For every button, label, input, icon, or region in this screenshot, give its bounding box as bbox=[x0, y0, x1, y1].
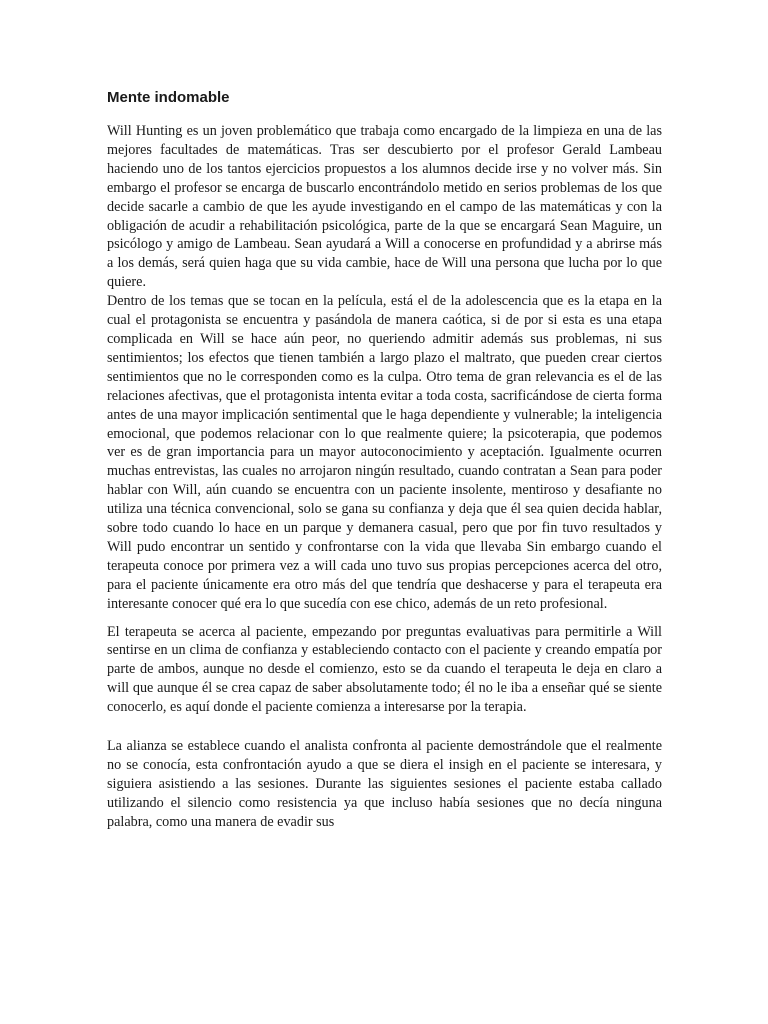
paragraph-3: El terapeuta se acerca al paciente, empezando por preguntas evaluativas para permitirle a Will sentirse en un clima de confianza y estableciendo contacto con el paciente y creando empatía por parte de ambos, aunque no desde el comienzo, esto se da cuando el terapeuta le deja en claro a will que aunque él se crea capaz de saber absolutamente todo; él no le iba a enseñar qué se siente conocerlo, es aquí donde el paciente comienza a interesarse por la terapia. bbox=[107, 623, 662, 716]
paragraph-spacer bbox=[107, 614, 662, 623]
document-title: Mente indomable bbox=[107, 89, 230, 106]
paragraph-1: Will Hunting es un joven problemático que trabaja como encargado de la limpieza en una de las mejores facultades de matemáticas. Tras ser descubierto por el profesor Gerald Lambeau haciendo uno de los tantos ejercicios propuestos a los alumnos decide irse y no volver más. Sin embargo el profesor se encarga de buscarlo encontrándolo metido en serios problemas de los que decide sacarle a cambio de que les ayude investigando en el campo de las matemáticas y con la obligación de acudir a rehabilitación psicológica, parte de la que se encargará Sean Maguire, un psicólogo y amigo de Lambeau. Sean ayudará a Will a conocerse en profundidad y a abrirse más a los demás, será quien haga que su vida cambie, hace de Will una persona que lucha por lo que quiere. bbox=[107, 123, 662, 291]
paragraph-2: Dentro de los temas que se tocan en la película, está el de la adolescencia que es la etapa en la cual el protagonista se encuentra y pasándola de manera caótica, si de por si esta es una etapa complicada en Will se hace aún peor, no queriendo admitir además sus problemas, ni sus sentimientos; los efectos que tienen también a largo plazo el maltrato, que pueden crear ciertos sentimientos que no le corresponden como es la culpa. Otro tema de gran relevancia es el de las relaciones afectivas, que el protagonista intenta evitar a toda costa, sacrificándose de cierta forma antes de una mayor implicación sentimental que le haga dependiente y vulnerable; la inteligencia emocional, que podemos relacionar con lo que realmente quiere; la psicoterapia, que podemos ver es de gran importancia para un mayor autoconocimiento y aceptación. Igualmente ocurren muchas entrevistas, las cuales no arrojaron ningún resultado, cuando contratan a Sean para poder hablar con Will, aún cuando se encuentra con un paciente insolente, mentiroso y desafiante no utiliza una técnica convencional, solo se gana su confianza y deja que él sea quien decida hablar, sobre todo cuando lo hace en un parque y demanera casual, pero que por fin tuvo resultados y Will pudo encontrar un sentido y confrontarse con la vida que llevaba Sin embargo cuando el terapeuta conoce por primera vez a will cada uno tuvo sus propias percepciones acerca del otro, para el paciente únicamente era otro más del que tendría que deshacerse y para el terapeuta era interesante conocer qué era lo que sucedía con ese chico, además de un reto profesional. bbox=[107, 293, 662, 612]
paragraph-4: La alianza se establece cuando el analista confronta al paciente demostrándole que el realmente no se conocía, esta confrontación ayudo a que se diera el insigh en el paciente se interesara, y siguiera asistiendo a las sesiones. Durante las siguientes sesiones el paciente estaba callado utilizando el silencio como resistencia ya que incluso había sesiones que no decía ninguna palabra, como una manera de evadir sus bbox=[107, 738, 662, 830]
document-page bbox=[107, 88, 662, 832]
paragraph-spacer bbox=[107, 717, 662, 737]
